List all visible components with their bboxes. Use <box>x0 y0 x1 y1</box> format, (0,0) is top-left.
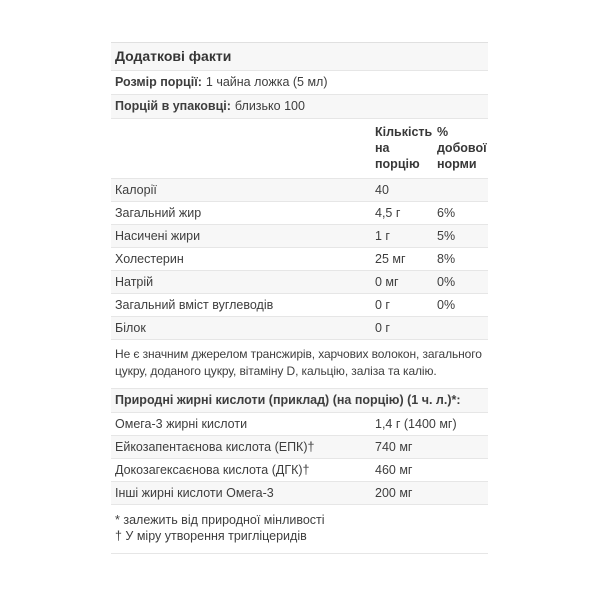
insignificant-source-note: Не є значним джерелом трансжирів, харчових волокон, загального цукру, доданого цукру, вітаміну D, кальцію, заліза та калію. <box>115 347 482 378</box>
fatty-acids-section-header-row <box>111 389 488 413</box>
table-row-sodium <box>111 271 488 294</box>
column-header-row <box>111 119 488 179</box>
row-amount: 40 <box>375 183 389 197</box>
row-amount: 460 мг <box>375 463 413 477</box>
row-daily-value: 0% <box>437 298 456 312</box>
row-amount: 25 мг <box>375 252 406 266</box>
row-label: Калорії <box>115 183 157 197</box>
row-daily-value: 6% <box>437 206 456 220</box>
fatty-acids-section-header: Природні жирні кислоти (приклад) (на порцію) (1 ч. л.)*: <box>115 393 461 407</box>
row-label: Загальний жир <box>115 206 202 220</box>
serving-size-row <box>111 71 488 95</box>
column-header-daily-value: % добової норми <box>437 125 487 171</box>
table-row-calories <box>111 179 488 202</box>
row-amount: 1 г <box>375 229 390 243</box>
serving-size-value: 1 чайна ложка (5 мл) <box>205 75 328 89</box>
row-daily-value: 5% <box>437 229 456 243</box>
row-amount: 200 мг <box>375 486 413 500</box>
row-label: Холестерин <box>115 252 184 266</box>
row-daily-value: 8% <box>437 252 456 266</box>
insignificant-source-note-row <box>111 340 488 389</box>
row-amount: 0 мг <box>375 275 399 289</box>
row-label: Загальний вміст вуглеводів <box>115 298 274 312</box>
table-row-protein <box>111 317 488 340</box>
row-amount: 0 г <box>375 298 390 312</box>
footnote-natural-variability: * залежить від природної мінливості <box>115 513 325 527</box>
row-label: Омега-3 жирні кислоти <box>115 417 248 431</box>
table-row-epa <box>111 436 488 459</box>
table-row-omega3-fatty-acids <box>111 413 488 436</box>
table-row-cholesterol <box>111 248 488 271</box>
facts-title: Додаткові факти <box>115 48 232 64</box>
row-label: Інші жирні кислоти Омега-3 <box>115 486 274 500</box>
supplement-facts-table <box>111 42 488 554</box>
row-amount: 0 г <box>375 321 390 335</box>
row-label: Насичені жири <box>115 229 201 243</box>
row-daily-value: 0% <box>437 275 456 289</box>
footnote-triglycerides: † У міру утворення тригліцеридів <box>115 529 307 543</box>
servings-per-container-row <box>111 95 488 119</box>
footnotes-row <box>111 505 488 554</box>
row-label: Білок <box>115 321 146 335</box>
servings-per-container-value: близько 100 <box>234 99 305 113</box>
column-header-amount: Кількість на порцію <box>375 125 433 171</box>
table-row-dha <box>111 459 488 482</box>
row-label: Докозагексаєнова кислота (ДГК)† <box>115 463 310 477</box>
table-row-saturated-fat <box>111 225 488 248</box>
table-row-total-carbohydrate <box>111 294 488 317</box>
row-amount: 4,5 г <box>375 206 401 220</box>
row-amount: 740 мг <box>375 440 413 454</box>
servings-per-container-label: Порцій в упаковці: <box>115 99 231 113</box>
row-amount: 1,4 г (1400 мг) <box>375 417 457 431</box>
table-row-total-fat <box>111 202 488 225</box>
row-label: Ейкозапентаєнова кислота (ЕПК)† <box>115 440 315 454</box>
facts-title-row <box>111 43 488 71</box>
serving-size-label: Розмір порції: <box>115 75 202 89</box>
row-label: Натрій <box>115 275 154 289</box>
table-row-other-omega3 <box>111 482 488 505</box>
